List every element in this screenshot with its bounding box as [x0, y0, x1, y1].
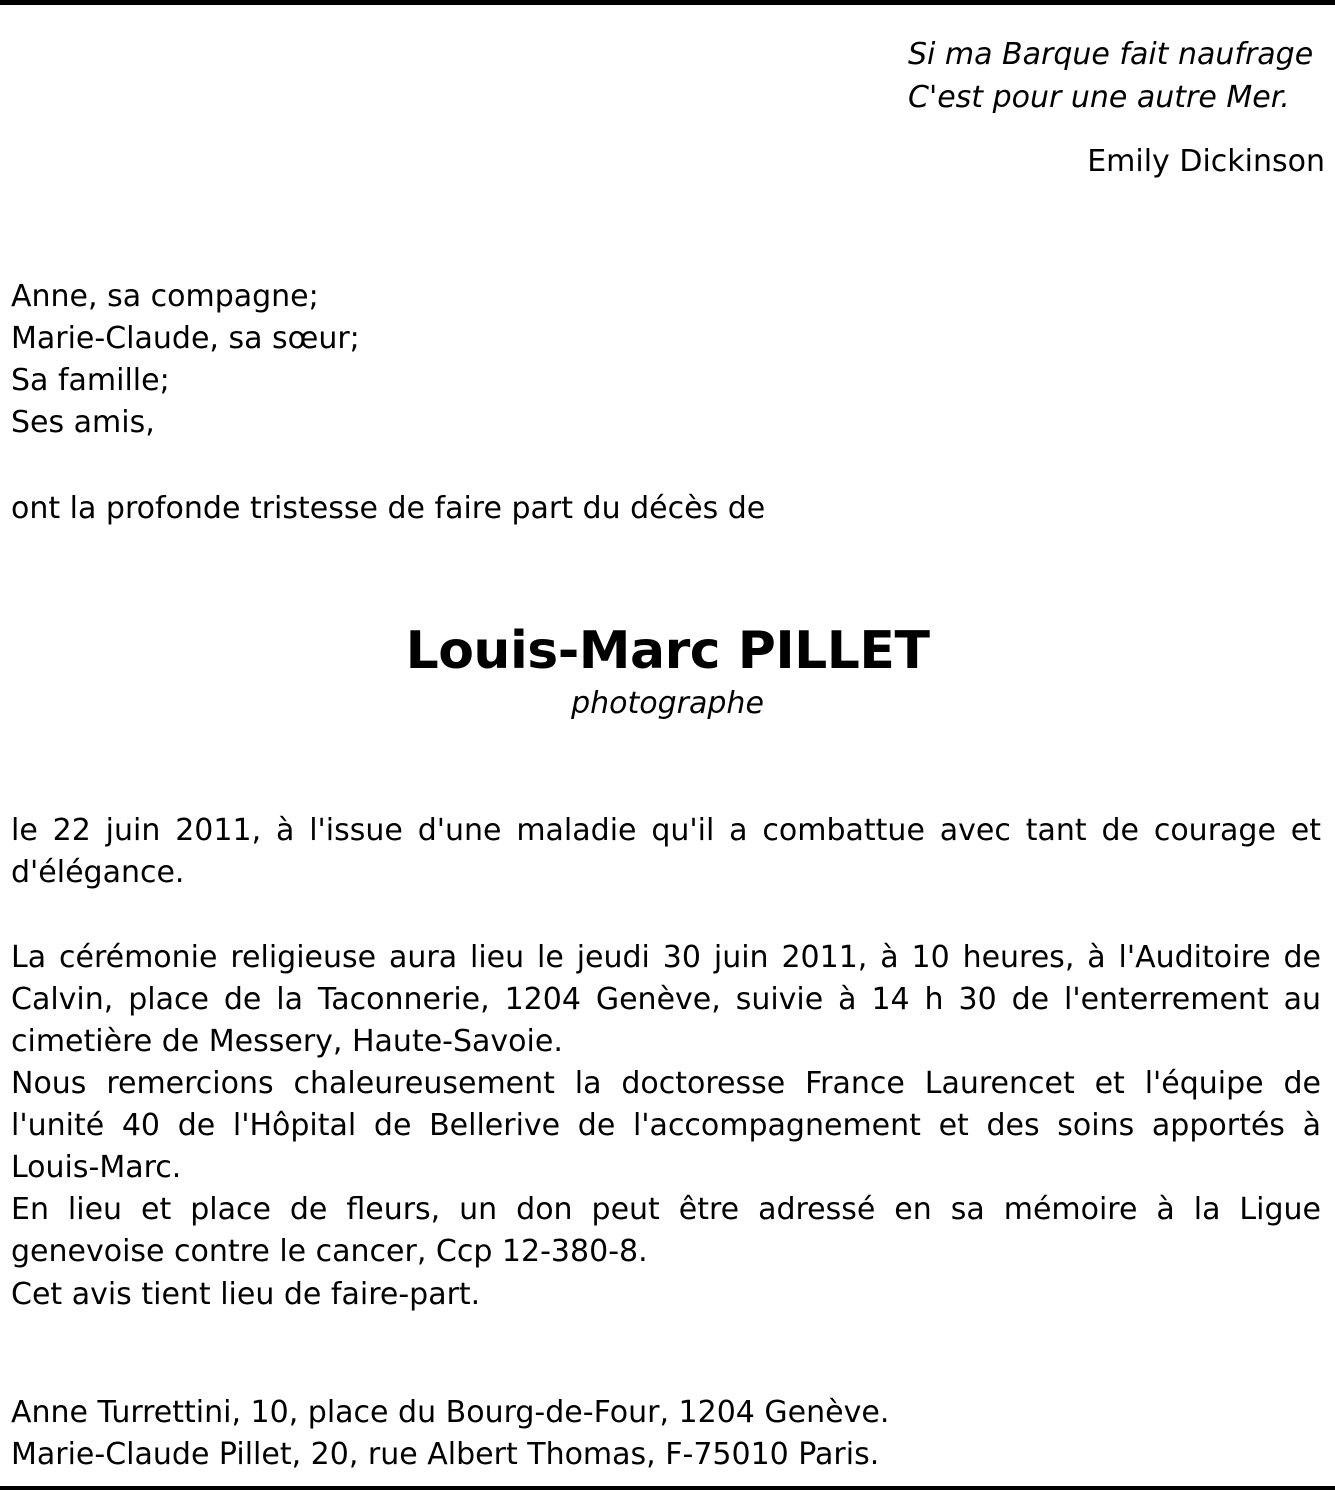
family-member: Anne, sa compagne; — [11, 279, 319, 314]
announcement-text: ont la profonde tristesse de faire part du décès de — [11, 491, 766, 526]
address-line: Anne Turrettini, 10, place du Bourg-de-Four, 1204 Genève. — [11, 1395, 890, 1430]
epigraph-quote — [908, 33, 1313, 119]
bottom-border-rule — [0, 1486, 1335, 1490]
epigraph-line-2: C'est pour une autre Mer. — [908, 80, 1290, 115]
deceased-name: Louis-Marc PILLET — [405, 621, 930, 681]
family-list — [11, 276, 360, 444]
deceased-block — [0, 620, 1335, 726]
family-member: Sa famille; — [11, 363, 170, 398]
family-member: Ses amis, — [11, 405, 155, 440]
family-member: Marie-Claude, sa sœur; — [11, 321, 360, 356]
donation-paragraph: En lieu et place de fleurs, un don peut être adressé en sa mémoire à la Ligue genevoise contre le cancer, Ccp 12-380-8. — [11, 1192, 1321, 1269]
notice-paragraph: Cet avis tient lieu de faire-part. — [11, 1277, 481, 1312]
top-border-rule — [0, 0, 1335, 5]
epigraph-line-1: Si ma Barque fait naufrage — [908, 37, 1314, 72]
addresses-block — [11, 1392, 889, 1476]
deceased-profession: photographe — [571, 686, 764, 721]
address-line: Marie-Claude Pillet, 20, rue Albert Thomas, F-75010 Paris. — [11, 1437, 880, 1472]
thanks-paragraph: Nous remercions chaleureusement la doctoresse France Laurencet et l'équipe de l'unité 40 de l'Hôpital de Bellerive de l'accompagnement et des soins apportés à Louis-Marc. — [11, 1066, 1321, 1185]
date-paragraph: le 22 juin 2011, à l'issue d'une maladie qu'il a combattue avec tant de courage et d'élégance. — [11, 813, 1321, 890]
epigraph-author: Emily Dickinson — [1087, 144, 1325, 179]
ceremony-paragraph: La cérémonie religieuse aura lieu le jeudi 30 juin 2011, à 10 heures, à l'Auditoire de Calvin, place de la Taconnerie, 1204 Genève, suivie à 14 h 30 de l'enterrement au cimetière de Messery, Haute-Savoie. — [11, 940, 1321, 1059]
